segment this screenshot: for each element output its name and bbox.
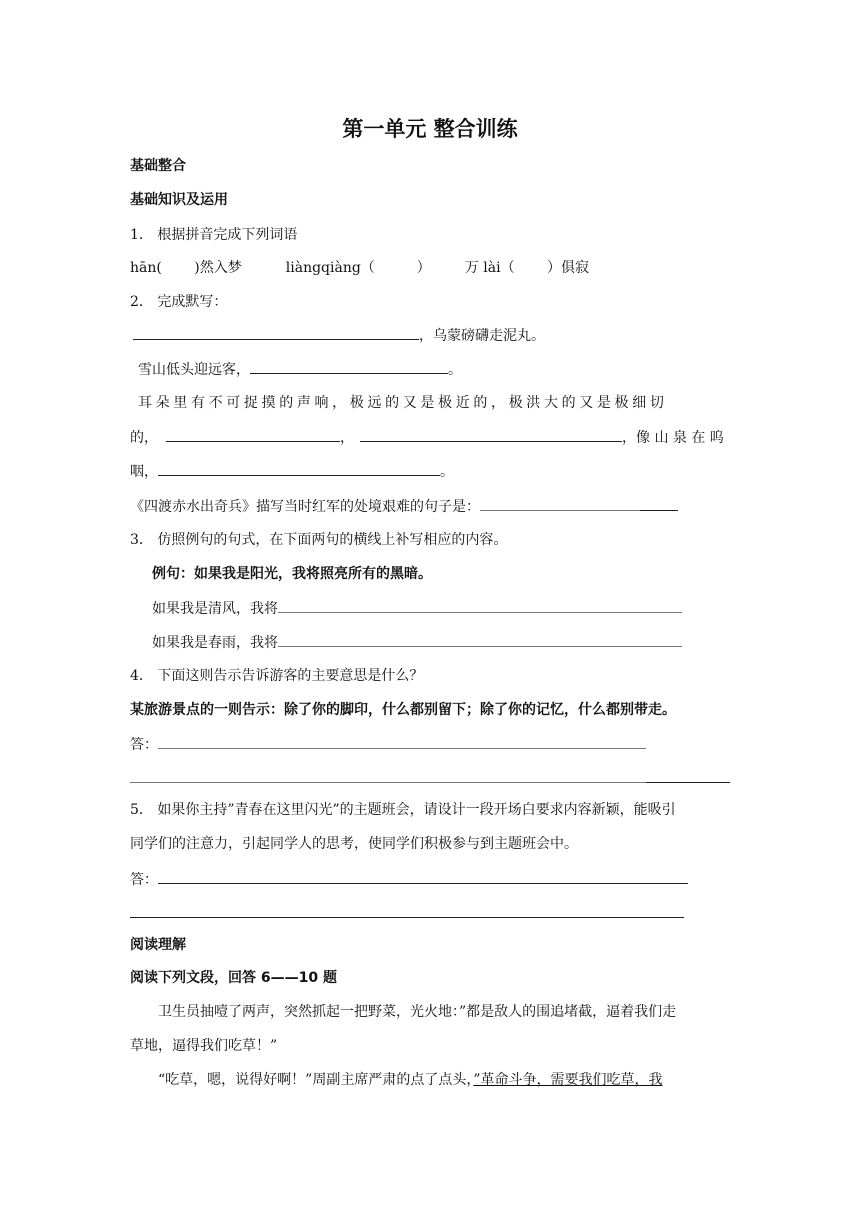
question-2-line-1-text: ，乌蒙磅礴走泥丸。 <box>419 328 545 344</box>
question-1-item-liangqiang: liàngqiàng（ ） <box>285 260 431 276</box>
section-heading-reading: 阅读理解 <box>130 937 186 953</box>
question-2-line-2-end: 。 <box>448 362 462 378</box>
question-2-line-1 <box>133 325 545 346</box>
question-5-answer-line-2 <box>130 903 684 924</box>
question-3-line-2-text: 如果我是春雨，我将 <box>152 635 278 651</box>
question-5-line-1: 5． 如果你主持”青春在这里闪光”的主题班会，请设计一段开场白要求内容新颖，能吸引 <box>130 802 676 818</box>
question-2-line-6-text: 《四渡赤水出奇兵》描写当时红军的处境艰难的句子是： <box>130 499 480 515</box>
question-3-line-1-text: 如果我是清风，我将 <box>152 601 278 617</box>
question-3-prompt: 3． 仿照例句的句式，在下面两句的横线上补写相应的内容。 <box>130 532 508 548</box>
question-3-example: 例句：如果我是阳光，我将照亮所有的黑暗。 <box>152 566 432 582</box>
answer-blank[interactable] <box>250 359 448 374</box>
passage-underlined-text: ”革命斗争，需要我们吃草，我 <box>473 1072 663 1088</box>
question-2-line-6 <box>130 496 678 517</box>
passage-paragraph-1-line-2: 草地，逼得我们吃草！” <box>130 1038 278 1054</box>
answer-blank[interactable] <box>278 598 682 613</box>
question-4-answer <box>130 734 646 755</box>
answer-blank[interactable] <box>278 632 682 647</box>
answer-blank-tail <box>646 768 730 783</box>
question-2-line-2 <box>138 359 462 380</box>
answer-blank[interactable] <box>133 325 419 340</box>
question-2-line-5-end: 。 <box>440 464 454 480</box>
question-4-answer-line-2 <box>130 768 730 789</box>
question-2-line-3: 耳 朵 里 有 不 可 捉 摸 的 声 响 ， 极 远 的 又 是 极 近 的 ， 极 洪 大 的 又 是 极 细 切 <box>138 395 664 411</box>
question-4-prompt: 4． 下面这则告示告诉游客的主要意思是什么？ <box>130 668 424 684</box>
answer-blank-tail <box>640 496 678 511</box>
question-4-notice: 某旅游景点的一则告示：除了你的脚印，什么都别留下；除了你的记忆，什么都别带走。 <box>130 702 676 718</box>
passage-text: “吃草，嗯，说得好啊！”周副主席严肃的点了点头， <box>158 1072 474 1088</box>
answer-blank[interactable] <box>158 734 646 749</box>
answer-label: 答： <box>130 737 158 753</box>
question-2-line-4-end: ，像 山 泉 在 呜 <box>622 430 724 446</box>
answer-blank[interactable] <box>158 869 688 884</box>
answer-blank[interactable] <box>130 768 646 783</box>
question-1-items <box>130 258 589 278</box>
question-3-line-2 <box>152 632 682 653</box>
question-5-line-2: 同学们的注意力，引起同学人的思考，使同学们积极参与到主题班会中。 <box>130 836 578 852</box>
question-2-line-4 <box>130 427 724 448</box>
question-3-line-1 <box>152 598 682 619</box>
answer-blank[interactable] <box>166 427 340 442</box>
question-2-line-4-comma: ， <box>340 430 354 446</box>
answer-blank[interactable] <box>130 903 684 918</box>
answer-label: 答： <box>130 872 158 888</box>
passage-paragraph-2-line-1 <box>158 1070 663 1090</box>
section-subheading-basic-knowledge: 基础知识及运用 <box>130 192 228 208</box>
section-heading-basic: 基础整合 <box>130 158 186 174</box>
question-2-line-4-start: 的， <box>130 430 158 446</box>
question-2-line-5-start: 咽， <box>130 464 158 480</box>
passage-paragraph-1-line-1: 卫生员抽噎了两声，突然抓起一把野菜，光火地：”都是敌人的围追堵截，逼着我们走 <box>158 1004 677 1020</box>
answer-blank[interactable] <box>158 461 440 476</box>
question-1-item-han: hān( )然入梦 <box>130 260 242 276</box>
question-2-line-2-text: 雪山低头迎远客， <box>138 362 250 378</box>
reading-instruction: 阅读下列文段，回答 6——10 题 <box>130 970 337 986</box>
question-2-prompt: 2． 完成默写： <box>130 294 228 310</box>
question-5-answer <box>130 869 688 890</box>
question-2-line-5 <box>130 461 454 482</box>
answer-blank[interactable] <box>480 496 640 511</box>
answer-blank[interactable] <box>360 427 622 442</box>
question-1-prompt: 1． 根据拼音完成下列词语 <box>130 227 298 243</box>
question-1-item-wanlai: 万 lài（ ）俱寂 <box>464 260 590 276</box>
page-title: 第一单元 整合训练 <box>342 117 518 141</box>
